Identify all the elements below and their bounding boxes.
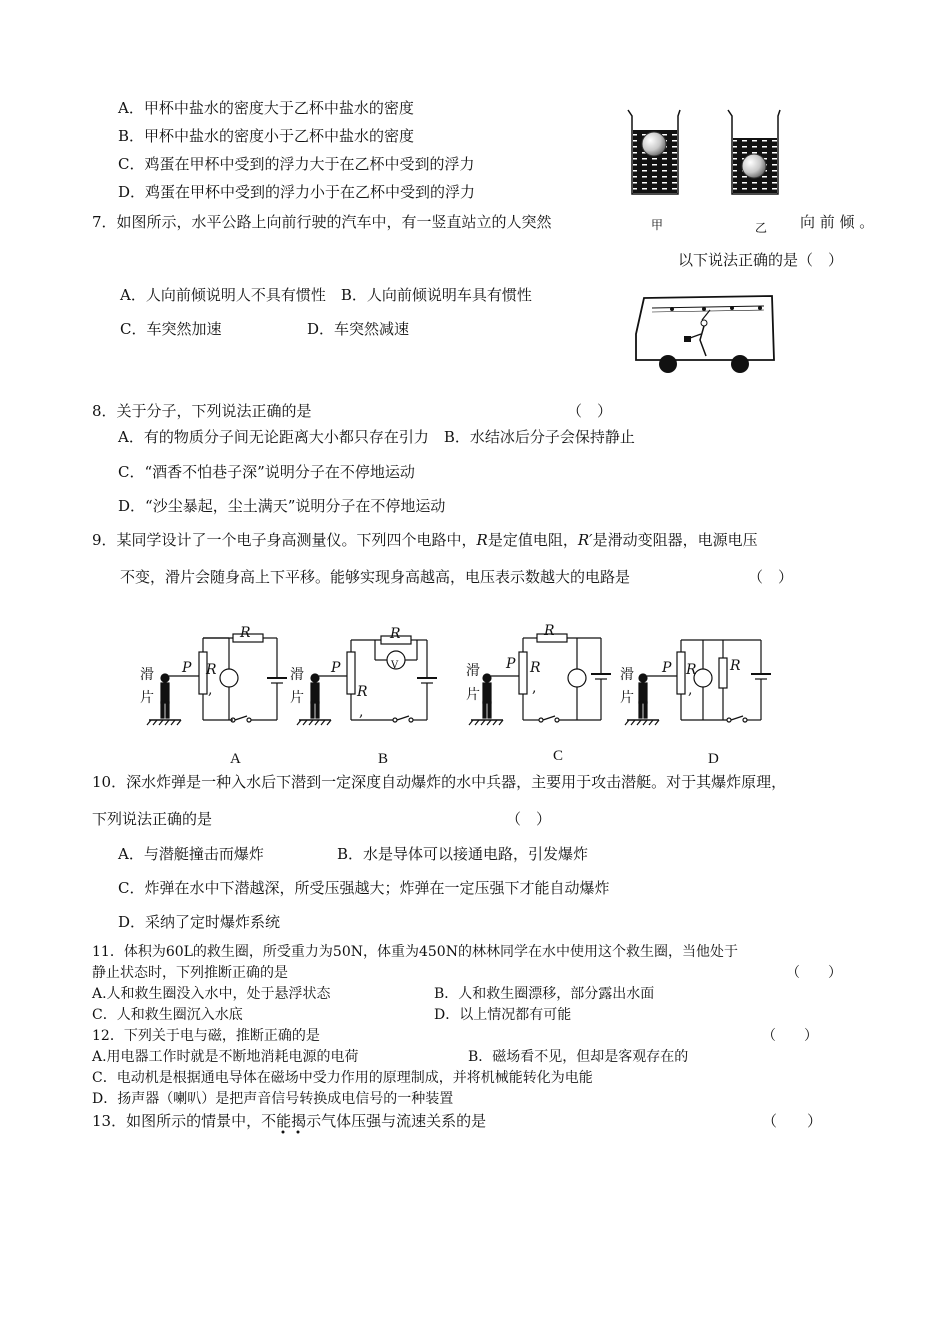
emphasis-dots xyxy=(278,1128,308,1136)
q11-paren: （ ） xyxy=(786,965,842,981)
circuit-d-rprime: R xyxy=(686,662,697,678)
circuit-diagrams xyxy=(135,620,775,760)
q12-option-d: D．扬声器（喇叭）是把声音信号转换成电信号的一种装置 xyxy=(92,1091,454,1107)
q11-option-b: B．人和救生圈漂移，部分露出水面 xyxy=(434,986,655,1002)
q9-stem-part2: 是定值电阻， xyxy=(487,531,578,549)
q9-symbol-r: R xyxy=(476,531,488,549)
circuit-c-slider-label-1: 滑 xyxy=(466,663,480,679)
q10-option-a: A．与潜艇撞击而爆炸 xyxy=(118,845,264,863)
circuit-c-rprime: R xyxy=(530,660,541,676)
circuit-c-comma: , xyxy=(532,680,537,696)
circuit-b-r: R xyxy=(390,626,401,642)
q7-stem-line1: 7．如图所示，水平公路上向前行驶的汽车中，有一竖直站立的人突然 xyxy=(92,213,552,231)
circuit-d-comma: , xyxy=(688,682,693,698)
circuit-c xyxy=(469,634,611,725)
q8-option-d: D．“沙尘暴起，尘土满天”说明分子在不停地运动 xyxy=(118,497,446,515)
q11-stem-line1: 11．体积为60L的救生圈，所受重力为50N，体重为450N的林林同学在水中使用这个救生圈，当他处于 xyxy=(92,944,738,960)
circuit-caption-b: B xyxy=(378,751,389,767)
circuit-a-p: P xyxy=(182,660,192,676)
q9-stem-part3: 是滑动变阻器，电源电压 xyxy=(592,531,758,549)
circuit-d xyxy=(625,640,771,725)
circuit-b-p: P xyxy=(331,660,341,676)
circuit-d-p: P xyxy=(662,660,672,676)
q7-options-ab: A．人向前倾说明人不具有惯性 B．人向前倾说明车具有惯性 xyxy=(120,286,532,304)
q8-options-ab: A．有的物质分子间无论距离大小都只存在引力 B．水结冰后分子会保持静止 xyxy=(118,428,635,446)
q8-option-c: C．“酒香不怕巷子深”说明分子在不停地运动 xyxy=(118,463,415,481)
q12-paren: （ ） xyxy=(762,1028,818,1044)
q13-paren: （ ） xyxy=(762,1112,823,1130)
q12-stem: 12．下列关于电与磁，推断正确的是 xyxy=(92,1028,320,1044)
circuit-b-rprime: R xyxy=(357,684,368,700)
q11-stem-line2: 静止状态时，下列推断正确的是 xyxy=(92,965,288,981)
q7-stem-line2: 以下说法正确的是（ ） xyxy=(678,251,844,269)
q11-option-d: D．以上情况都有可能 xyxy=(434,1007,572,1023)
q13-stem: 13．如图所示的情景中，不能揭示气体压强与流速关系的是 xyxy=(92,1112,487,1130)
q6-option-a: A．甲杯中盐水的密度大于乙杯中盐水的密度 xyxy=(118,99,414,117)
circuit-caption-d: D xyxy=(708,751,719,767)
q7-option-c: C．车突然加速 xyxy=(120,320,222,338)
q10-stem-line2: 下列说法正确的是 xyxy=(92,810,213,828)
beakers-figure xyxy=(620,108,790,200)
q11-option-a: A.人和救生圈没入水中，处于悬浮状态 xyxy=(92,986,331,1002)
q10-stem-line1: 10．深水炸弹是一种入水后下潜到一定深度自动爆炸的水中兵器，主要用于攻击潜艇。对于其爆炸原理， xyxy=(92,773,787,791)
circuit-a xyxy=(147,634,287,725)
q9-stem-line1 xyxy=(92,531,758,549)
q10-paren: （ ） xyxy=(506,810,552,828)
q10-option-d: D．采纳了定时爆炸系统 xyxy=(118,913,281,931)
beaker-label-yi: 乙 xyxy=(755,221,768,235)
circuit-a-r: R xyxy=(240,625,251,641)
q12-option-c: C．电动机是根据通电导体在磁场中受力作用的原理制成，并将机械能转化为电能 xyxy=(92,1070,593,1086)
beaker-jia xyxy=(628,110,680,194)
q10-option-b: B．水是导体可以接通电路，引发爆炸 xyxy=(337,845,589,863)
q6-option-b: B．甲杯中盐水的密度小于乙杯中盐水的密度 xyxy=(118,127,415,145)
q6-option-d: D．鸡蛋在甲杯中受到的浮力小于在乙杯中受到的浮力 xyxy=(118,183,476,201)
q8-paren: （ ） xyxy=(567,402,613,420)
beaker-yi xyxy=(728,110,780,194)
q12-option-a: A.用电器工作时就是不断地消耗电源的电荷 xyxy=(92,1049,359,1065)
circuit-a-slider-label-1: 滑 xyxy=(140,667,154,683)
q10-option-c: C．炸弹在水中下潜越深，所受压强越大；炸弹在一定压强下才能自动爆炸 xyxy=(118,879,610,897)
q8-stem: 8．关于分子，下列说法正确的是 xyxy=(92,402,312,420)
circuit-d-slider-label-2: 片 xyxy=(620,690,634,706)
q9-stem-part1: 9．某同学设计了一个电子身高测量仪。下列四个电路中， xyxy=(92,531,477,549)
circuit-a-rprime: R xyxy=(206,662,217,678)
q6-option-c: C．鸡蛋在甲杯中受到的浮力大于在乙杯中受到的浮力 xyxy=(118,155,475,173)
circuit-b-v: V xyxy=(391,660,399,671)
circuit-c-r: R xyxy=(544,623,555,639)
q9-symbol-rprime: R′ xyxy=(577,531,593,549)
circuit-a-slider-label-2: 片 xyxy=(140,690,154,706)
circuit-caption-c: C xyxy=(553,748,564,764)
circuit-d-r: R xyxy=(730,658,741,674)
circuit-caption-a: A xyxy=(230,751,241,767)
beaker-label-jia: 甲 xyxy=(651,218,664,232)
circuit-d-slider-label-1: 滑 xyxy=(620,667,634,683)
circuit-c-p: P xyxy=(506,656,516,672)
circuit-a-comma: , xyxy=(208,682,213,698)
circuit-b-comma: , xyxy=(359,704,364,720)
bus-figure xyxy=(632,290,782,378)
circuit-b-slider-label-1: 滑 xyxy=(290,667,304,683)
circuit-c-slider-label-2: 片 xyxy=(466,687,480,703)
q7-option-d: D．车突然减速 xyxy=(307,320,410,338)
circuit-b xyxy=(297,636,437,725)
q12-option-b: B．磁场看不见，但却是客观存在的 xyxy=(468,1049,689,1065)
q9-stem-line2: 不变，滑片会随身高上下平移。能够实现身高越高，电压表示数越大的电路是 xyxy=(120,568,631,586)
circuit-b-slider-label-2: 片 xyxy=(290,690,304,706)
q11-option-c: C．人和救生圈沉入水底 xyxy=(92,1007,243,1023)
q9-paren: （ ） xyxy=(748,568,794,586)
q7-stem-line1-end: 向 前 倾 。 xyxy=(800,213,875,231)
